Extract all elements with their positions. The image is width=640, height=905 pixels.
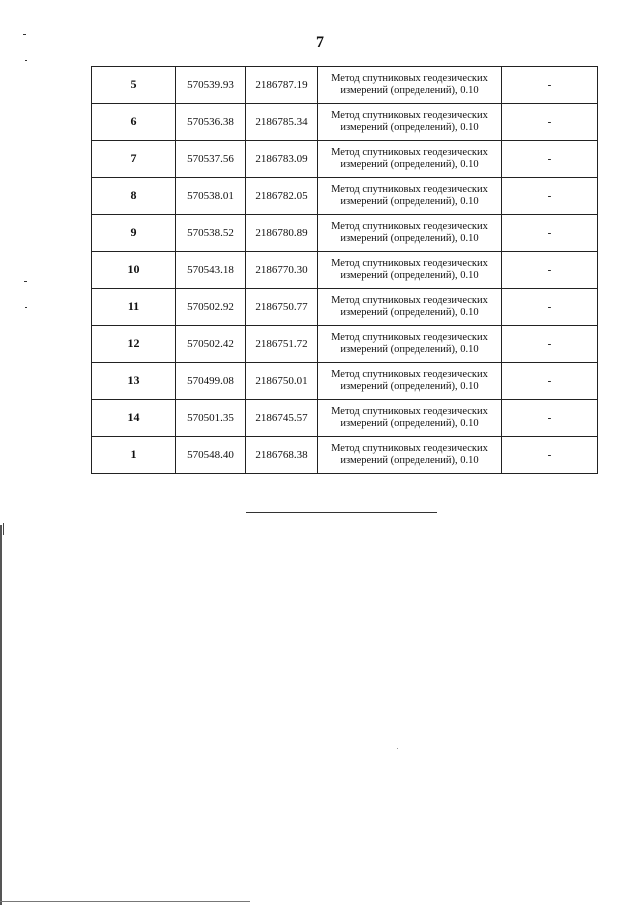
method-accuracy-cell: Метод спутниковых геодезических измерений (определений), 0.10 [318,141,502,178]
scan-speck [24,281,27,282]
table-row [92,252,598,289]
point-number-cell: 14 [92,400,176,437]
table-row [92,289,598,326]
coordinates-table [91,66,598,474]
y-coordinate-cell: 2186750.01 [246,363,318,400]
error-cell: - [502,215,598,252]
method-accuracy-cell: Метод спутниковых геодезических измерений (определений), 0.10 [318,104,502,141]
separator-line [246,512,437,513]
y-coordinate-cell: 2186768.38 [246,437,318,474]
point-number-cell: 9 [92,215,176,252]
point-number-cell: 11 [92,289,176,326]
y-coordinate-cell: 2186770.30 [246,252,318,289]
scan-speck [25,60,27,61]
method-accuracy-cell: Метод спутниковых геодезических измерений (определений), 0.10 [318,400,502,437]
method-accuracy-cell: Метод спутниковых геодезических измерений (определений), 0.10 [318,178,502,215]
table-row [92,215,598,252]
scan-speck [23,34,26,35]
error-cell: - [502,326,598,363]
method-accuracy-cell: Метод спутниковых геодезических измерений (определений), 0.10 [318,252,502,289]
x-coordinate-cell: 570502.92 [176,289,246,326]
method-accuracy-cell: Метод спутниковых геодезических измерений (определений), 0.10 [318,289,502,326]
table-row [92,400,598,437]
y-coordinate-cell: 2186751.72 [246,326,318,363]
scan-mark [3,523,4,535]
coordinates-table-body [92,67,598,474]
x-coordinate-cell: 570538.01 [176,178,246,215]
table-row [92,437,598,474]
point-number-cell: 12 [92,326,176,363]
x-coordinate-cell: 570536.38 [176,104,246,141]
table-row [92,141,598,178]
error-cell: - [502,437,598,474]
point-number-cell: 7 [92,141,176,178]
page-number: 7 [316,34,324,51]
y-coordinate-cell: 2186785.34 [246,104,318,141]
y-coordinate-cell: 2186745.57 [246,400,318,437]
method-accuracy-cell: Метод спутниковых геодезических измерений (определений), 0.10 [318,67,502,104]
point-number-cell: 6 [92,104,176,141]
table-row [92,363,598,400]
point-number-cell: 8 [92,178,176,215]
table-row [92,104,598,141]
scan-left-edge [0,525,2,905]
x-coordinate-cell: 570543.18 [176,252,246,289]
method-accuracy-cell: Метод спутниковых геодезических измерений (определений), 0.10 [318,215,502,252]
point-number-cell: 13 [92,363,176,400]
method-accuracy-cell: Метод спутниковых геодезических измерений (определений), 0.10 [318,437,502,474]
point-number-cell: 1 [92,437,176,474]
method-accuracy-cell: Метод спутниковых геодезических измерений (определений), 0.10 [318,326,502,363]
y-coordinate-cell: 2186783.09 [246,141,318,178]
y-coordinate-cell: 2186750.77 [246,289,318,326]
table-row [92,326,598,363]
y-coordinate-cell: 2186782.05 [246,178,318,215]
y-coordinate-cell: 2186780.89 [246,215,318,252]
x-coordinate-cell: 570538.52 [176,215,246,252]
error-cell: - [502,67,598,104]
error-cell: - [502,141,598,178]
method-accuracy-cell: Метод спутниковых геодезических измерений (определений), 0.10 [318,363,502,400]
scan-speck [25,307,27,308]
error-cell: - [502,363,598,400]
y-coordinate-cell: 2186787.19 [246,67,318,104]
x-coordinate-cell: 570501.35 [176,400,246,437]
x-coordinate-cell: 570537.56 [176,141,246,178]
error-cell: - [502,289,598,326]
point-number-cell: 5 [92,67,176,104]
x-coordinate-cell: 570502.42 [176,326,246,363]
error-cell: - [502,252,598,289]
table-row [92,67,598,104]
error-cell: - [502,400,598,437]
error-cell: - [502,104,598,141]
scan-bottom-edge [0,901,250,902]
x-coordinate-cell: 570548.40 [176,437,246,474]
x-coordinate-cell: 570499.08 [176,363,246,400]
table-row [92,178,598,215]
point-number-cell: 10 [92,252,176,289]
scan-speck [397,748,398,749]
x-coordinate-cell: 570539.93 [176,67,246,104]
error-cell: - [502,178,598,215]
